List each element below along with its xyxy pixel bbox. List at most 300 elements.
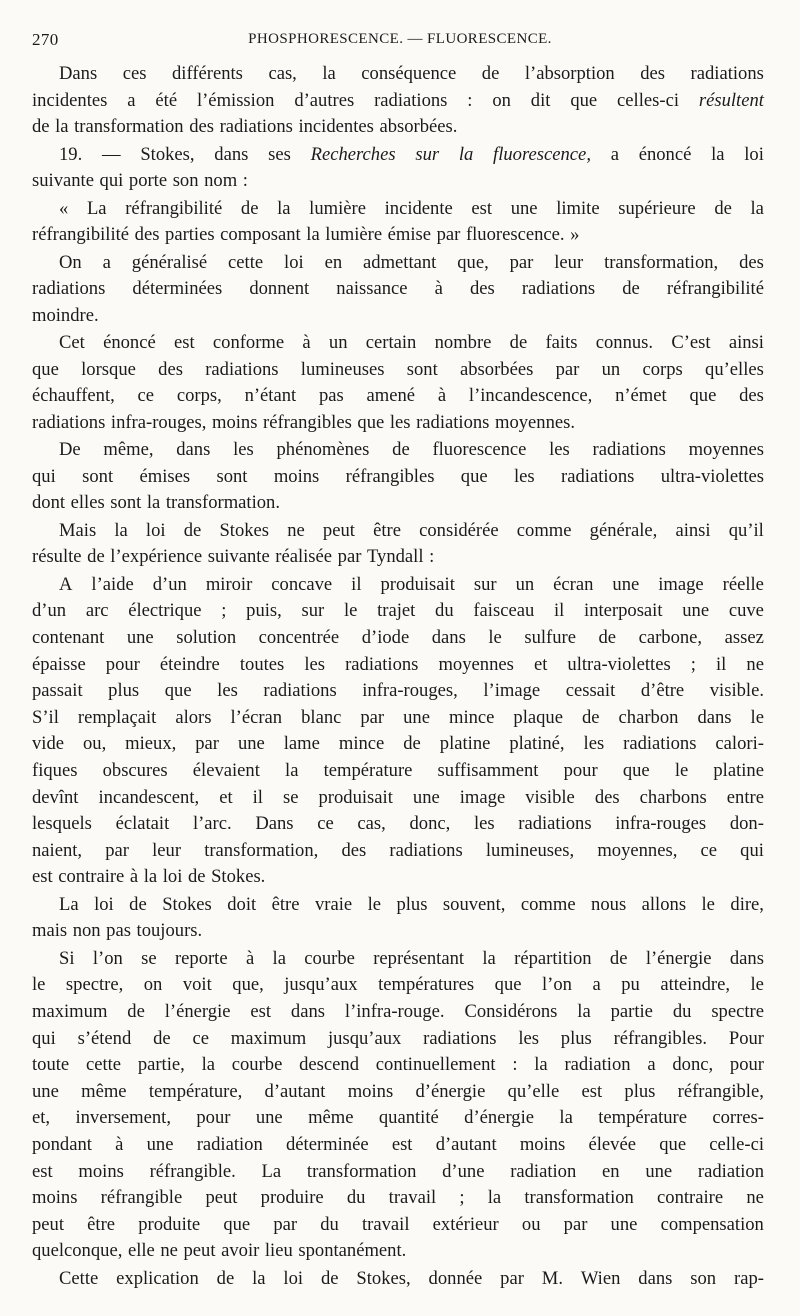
word: que	[164, 680, 192, 702]
word: jusqu’aux	[284, 974, 358, 996]
word: réfrangibles.	[613, 1027, 708, 1049]
word: faits	[545, 332, 578, 354]
word: une	[645, 1160, 673, 1182]
word: radiations	[345, 653, 419, 675]
word: visible	[525, 786, 575, 808]
word: rap-	[734, 1267, 764, 1289]
word: infra-rouges,	[362, 680, 458, 702]
word: de	[153, 1027, 171, 1049]
text-line	[32, 758, 764, 785]
word: est	[581, 1080, 603, 1102]
word: des	[189, 116, 214, 138]
word: que	[494, 974, 522, 996]
word: Mais	[59, 519, 97, 541]
word: :	[429, 546, 435, 568]
word: la	[577, 1000, 591, 1022]
word: cas,	[357, 813, 386, 835]
word: les	[518, 1027, 539, 1049]
word: travail	[388, 1187, 437, 1209]
word: solution	[176, 627, 237, 649]
word: l’on	[542, 974, 572, 996]
word: ;	[459, 1187, 465, 1209]
word: —	[101, 143, 121, 165]
word: qui	[32, 465, 56, 487]
word: déterminée	[286, 1133, 369, 1155]
word: donc,	[409, 813, 451, 835]
word: lumière	[325, 224, 383, 246]
word: infra-rouges,	[110, 411, 207, 433]
word: naient,	[32, 839, 83, 861]
word: corps,	[176, 385, 222, 407]
word: une	[610, 1213, 638, 1235]
word: Stokes	[162, 893, 212, 915]
word: que	[460, 465, 488, 487]
word: transformation	[524, 1187, 634, 1209]
word: les	[514, 465, 535, 487]
word: n’étant	[244, 385, 297, 407]
word: limite	[556, 197, 600, 219]
word: une	[255, 1107, 283, 1129]
word: et,	[32, 1107, 51, 1129]
word: des	[739, 385, 764, 407]
word: de	[403, 733, 421, 755]
word: éteindre	[159, 653, 220, 675]
word: le	[488, 627, 502, 649]
word: remplaçait	[77, 706, 157, 728]
word: a	[102, 251, 111, 273]
word: radiation	[510, 1160, 577, 1182]
word: reporte	[174, 947, 228, 969]
text-line	[32, 61, 764, 88]
word: continuellement	[375, 1054, 496, 1076]
word: Tyndall	[366, 546, 424, 568]
word: que	[357, 411, 385, 433]
word: corps	[642, 358, 683, 380]
word: le	[367, 893, 381, 915]
word: radiations	[561, 465, 635, 487]
word: A	[59, 573, 73, 595]
word: énoncé	[103, 332, 156, 354]
word: moins	[347, 1080, 394, 1102]
word: S’il	[32, 706, 59, 728]
word: ;	[221, 600, 227, 622]
word: du	[672, 1000, 692, 1022]
word: Wien	[580, 1267, 621, 1289]
word: que,	[457, 251, 489, 273]
word: l’infra-rouge.	[344, 1000, 445, 1022]
word: toutes	[239, 653, 285, 675]
word: Si	[59, 947, 75, 969]
word: un	[328, 332, 348, 354]
word: corres-	[712, 1107, 764, 1129]
word: fluorescence.	[465, 224, 565, 246]
word: fluorescence	[432, 439, 527, 461]
word: Stokes	[219, 519, 270, 541]
text-line	[32, 303, 764, 330]
word: connus.	[595, 332, 654, 354]
word: incandescent,	[98, 786, 200, 808]
word: plaque	[513, 706, 563, 728]
word: platine	[713, 760, 764, 782]
word: qu’il	[728, 519, 764, 541]
word: charbons	[639, 786, 707, 808]
word: la	[146, 492, 161, 514]
word: par	[337, 546, 362, 568]
word: température,	[148, 1080, 243, 1102]
word: on	[143, 974, 163, 996]
word: trajet	[377, 600, 416, 622]
word: se	[141, 947, 157, 969]
word: sur	[415, 143, 440, 165]
word: épaisse	[32, 653, 86, 675]
word: fiques	[32, 760, 78, 782]
word: on	[492, 89, 511, 111]
word: des	[640, 63, 666, 84]
word: amené	[366, 385, 416, 407]
word: radiations	[623, 733, 697, 755]
word: par	[273, 1213, 298, 1235]
word: radiations	[205, 358, 279, 380]
word: une	[403, 706, 430, 728]
word: est	[32, 1160, 53, 1182]
word: l’émission	[196, 89, 275, 111]
word: sur	[473, 573, 497, 595]
word: platiné,	[509, 733, 565, 755]
word: réelle	[722, 573, 764, 595]
word: qui	[32, 1027, 56, 1049]
word: d’iode	[361, 627, 410, 649]
word: supérieure	[618, 197, 696, 219]
word: radiations	[219, 116, 293, 138]
word: alors	[175, 706, 212, 728]
word: l’on	[92, 947, 123, 969]
word: la	[711, 143, 725, 165]
word: moyennes	[688, 439, 764, 461]
word: transformation	[306, 1160, 417, 1182]
word: élevée	[588, 1133, 636, 1155]
word: nombre	[434, 332, 492, 354]
word: de	[240, 197, 259, 219]
word: nous	[591, 893, 627, 915]
word: plus	[560, 1027, 592, 1049]
text-line	[32, 864, 764, 891]
word: Dans	[59, 63, 98, 84]
word: ainsi	[675, 519, 711, 541]
word: platine	[439, 733, 491, 755]
word: absorbées	[460, 358, 534, 380]
word: de	[187, 866, 206, 888]
word: elle	[127, 1240, 155, 1262]
word: et	[219, 786, 233, 808]
word: radiations	[32, 411, 106, 433]
word: contenant	[32, 627, 105, 649]
word: explication	[116, 1267, 199, 1289]
word: Recherches	[310, 143, 396, 165]
word: dans	[214, 143, 249, 165]
word: vide	[32, 733, 65, 755]
word: radiations	[374, 89, 448, 111]
word: d’autant	[264, 1080, 326, 1102]
word: souvent,	[442, 893, 506, 915]
word: extérieur	[432, 1213, 499, 1235]
word: d’autres	[294, 89, 355, 111]
word: réalisée	[275, 546, 333, 568]
word: celles-ci	[617, 89, 679, 111]
word: La	[59, 893, 79, 915]
word: travail	[362, 1213, 410, 1235]
word: spectre,	[65, 974, 124, 996]
word: la	[201, 1054, 215, 1076]
word: parties	[165, 224, 215, 246]
text-line	[32, 598, 764, 625]
word: radiations	[416, 411, 490, 433]
word: cessait	[565, 680, 616, 702]
word: dans	[176, 439, 211, 461]
text-line	[32, 678, 764, 705]
word: même,	[103, 439, 154, 461]
word: absorbées.	[379, 116, 458, 138]
text-line	[32, 838, 764, 865]
word: incidente	[384, 197, 453, 219]
text-line	[32, 652, 764, 679]
word: un	[601, 358, 621, 380]
running-header	[32, 30, 768, 54]
word: inversement,	[75, 1107, 171, 1129]
word: température	[323, 760, 413, 782]
word: est	[391, 1133, 413, 1155]
word: voit	[182, 974, 212, 996]
word: courbe	[304, 947, 355, 969]
word: les	[473, 813, 495, 835]
word: par	[555, 358, 580, 380]
word: entre	[726, 786, 764, 808]
word: qu’elles	[705, 358, 764, 380]
word: même	[308, 1107, 354, 1129]
word: produisait	[380, 573, 455, 595]
text-line	[32, 196, 764, 223]
word: d’énergie	[415, 1080, 486, 1102]
word: il	[715, 653, 727, 675]
word: carbone,	[638, 627, 703, 649]
word: répartition	[514, 947, 592, 969]
word: Stokes,	[140, 143, 195, 165]
word: C’est	[671, 332, 711, 354]
word: ce	[317, 813, 334, 835]
word: peut	[32, 1213, 65, 1235]
text-line	[32, 918, 764, 945]
text-line	[32, 1079, 764, 1106]
word: une	[32, 1080, 59, 1102]
word: sont	[82, 465, 114, 487]
word: toujours.	[136, 920, 203, 942]
word: loi	[162, 866, 183, 888]
word: il	[252, 786, 263, 808]
word: de	[216, 1267, 235, 1289]
word: l’aide	[91, 573, 134, 595]
word: émises	[139, 465, 191, 487]
word: résultent	[698, 89, 764, 111]
word: les	[304, 653, 326, 675]
word: donnent	[249, 278, 310, 300]
word: la	[750, 197, 764, 219]
word: descend	[299, 1054, 359, 1076]
word: mais	[32, 920, 68, 942]
word: les	[217, 680, 238, 702]
word: lumineuses,	[485, 839, 575, 861]
text-line	[32, 490, 764, 517]
word: il	[553, 600, 565, 622]
word: se	[282, 786, 299, 808]
word: réfrangibilité	[666, 278, 764, 300]
word: non	[72, 920, 101, 942]
word: loi	[94, 893, 114, 915]
text-line	[32, 222, 764, 249]
word: à	[302, 332, 311, 354]
word: que	[689, 385, 717, 407]
word: a	[610, 143, 619, 165]
text-line	[32, 1159, 764, 1186]
word: visible.	[709, 680, 764, 702]
word: a	[592, 974, 601, 996]
word: déterminées	[132, 278, 223, 300]
word: Stokes.	[211, 866, 266, 888]
word: pondant	[32, 1133, 92, 1155]
word: mince	[448, 706, 495, 728]
word: le	[701, 893, 715, 915]
word: pour	[563, 760, 598, 782]
word: la	[55, 116, 69, 138]
word: peut	[183, 1240, 216, 1262]
word: blanc	[301, 706, 342, 728]
word: une	[412, 786, 440, 808]
word: généralisé	[131, 251, 208, 273]
word: plus	[108, 680, 140, 702]
word: et	[533, 653, 548, 675]
word: :	[242, 170, 248, 192]
word: contraire	[657, 1187, 724, 1209]
word: la	[272, 947, 286, 969]
word: cette	[85, 1054, 122, 1076]
word: de	[129, 893, 147, 915]
word: des	[469, 278, 495, 300]
word: à	[115, 1133, 124, 1155]
word: réfrangibles	[263, 411, 352, 433]
word: leur	[554, 251, 584, 273]
text-line	[32, 811, 764, 838]
word: donc,	[672, 1054, 714, 1076]
word: une	[146, 1133, 174, 1155]
word: est	[173, 332, 195, 354]
word: la	[559, 1107, 573, 1129]
word: atteindre,	[660, 974, 731, 996]
word: l’énergie	[645, 947, 712, 969]
word: image	[459, 786, 506, 808]
word: dans	[290, 1000, 326, 1022]
word: la	[306, 224, 320, 246]
text-line	[32, 437, 764, 464]
word: comme	[520, 893, 576, 915]
word: lame	[283, 733, 320, 755]
word: lorsque	[81, 358, 136, 380]
text-line	[32, 946, 764, 973]
word: réfrangibles	[345, 465, 435, 487]
word: s’étend	[77, 1027, 132, 1049]
word: Considérons	[464, 1000, 558, 1022]
text-line	[32, 999, 764, 1026]
word: faisceau	[473, 600, 535, 622]
word: moyennes	[438, 653, 514, 675]
word: mieux,	[125, 733, 177, 755]
word: ne	[287, 519, 305, 541]
word: moins	[32, 1187, 78, 1209]
word: Dans	[255, 813, 294, 835]
word: sont	[216, 465, 248, 487]
word: la	[252, 1267, 266, 1289]
word: que	[659, 1133, 687, 1155]
word: un	[515, 573, 535, 595]
word: le	[674, 760, 689, 782]
word: suivante	[207, 546, 270, 568]
word: de	[392, 439, 410, 461]
word: moyennes.	[495, 411, 576, 433]
word: l’image	[483, 680, 541, 702]
word: pour	[729, 1054, 764, 1076]
word: de	[598, 627, 617, 649]
word: allons	[641, 893, 687, 915]
word: plus	[624, 1080, 656, 1102]
word: de	[609, 947, 628, 969]
word: mince	[338, 733, 385, 755]
word: ne	[746, 1187, 764, 1209]
word: être	[87, 1213, 116, 1235]
word: dans	[638, 1267, 673, 1289]
word: ne	[746, 653, 764, 675]
word: radiation	[697, 1160, 764, 1182]
word: une	[612, 573, 640, 595]
word: De	[59, 439, 81, 461]
word: représentant	[373, 947, 465, 969]
word: Cet	[59, 332, 85, 354]
word: son	[690, 1267, 717, 1289]
text-line	[32, 357, 764, 384]
word: une	[237, 733, 265, 755]
word: moyennes,	[597, 839, 678, 861]
word: écran	[553, 573, 594, 595]
word: l’arc.	[192, 813, 232, 835]
word: le	[750, 974, 764, 996]
word: ce	[700, 839, 718, 861]
word: phénomènes	[276, 439, 370, 461]
word: la	[277, 197, 291, 219]
word: ainsi	[728, 332, 764, 354]
word: son	[172, 170, 199, 192]
word: que	[622, 760, 650, 782]
word: par	[500, 1267, 524, 1289]
word: des	[594, 786, 620, 808]
word: qui	[99, 170, 124, 192]
text-line	[32, 168, 764, 195]
word: transformation,	[204, 839, 319, 861]
word: à	[434, 278, 443, 300]
word: concave	[271, 573, 333, 595]
word: produire	[260, 1187, 324, 1209]
word: transformation,	[604, 251, 719, 273]
word: résulte	[32, 546, 82, 568]
word: radiations	[263, 680, 337, 702]
word: par	[195, 733, 219, 755]
word: :	[512, 1054, 518, 1076]
word: est	[32, 866, 53, 888]
